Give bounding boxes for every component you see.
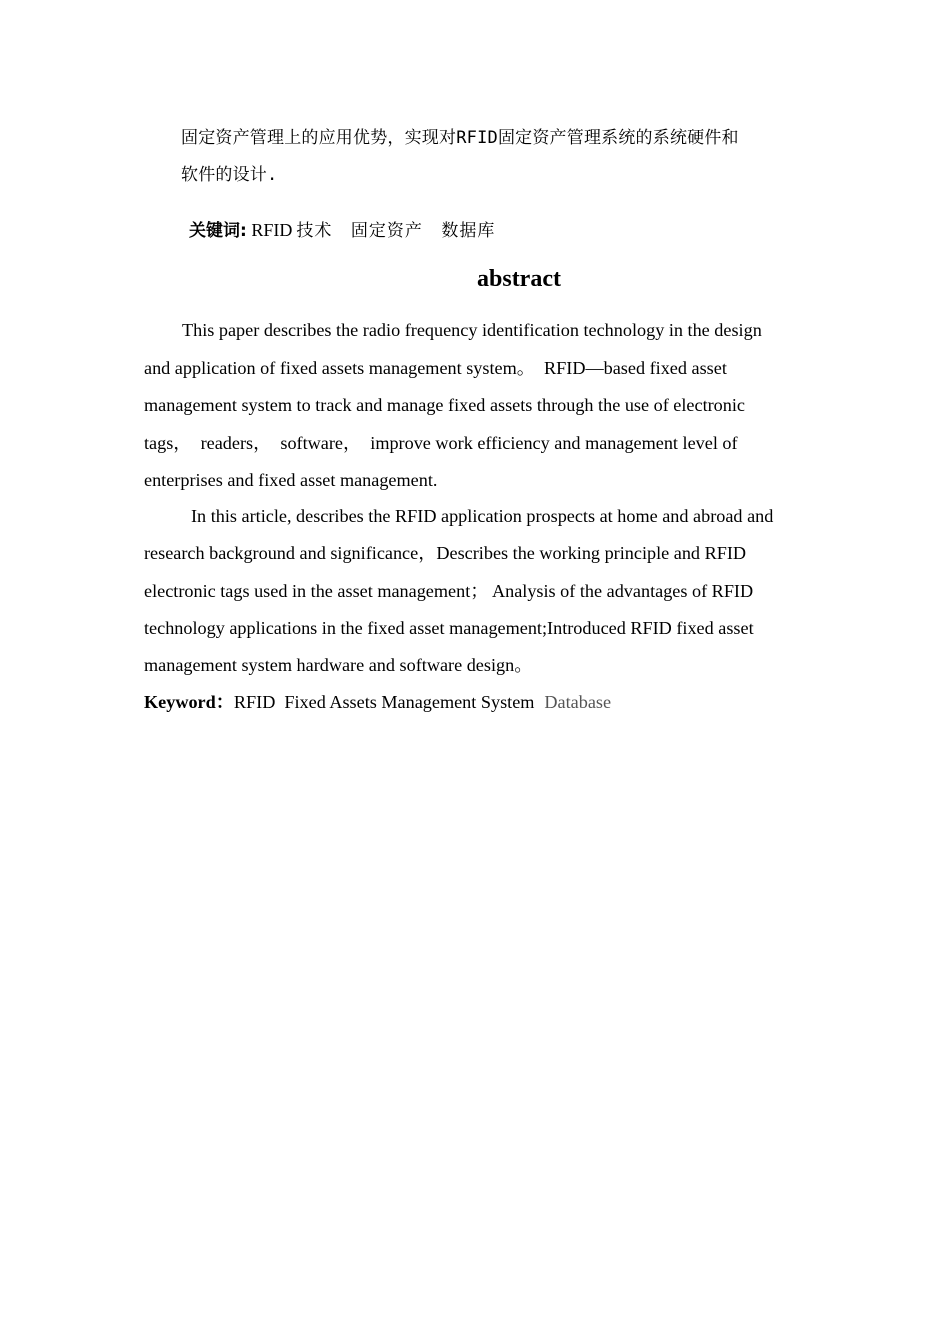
abstract-p1-line: management system to track and manage fixed assets through the use of electronic — [144, 395, 745, 415]
keywords-cn — [189, 218, 495, 243]
abstract-p2-line: In this article, describes the RFID application prospects at home and abroad and — [191, 506, 774, 526]
abstract-p1-line: enterprises and fixed asset management. — [144, 470, 438, 490]
keywords-en — [144, 690, 611, 714]
abstract-p2-line: electronic tags used in the asset management； Analysis of the advantages of RFID — [144, 581, 754, 601]
keywords-cn-term: 技术 — [296, 221, 333, 241]
keywords-en-term: RFID — [233, 692, 276, 712]
keywords-cn-label: 关键词: — [189, 221, 247, 241]
keywords-cn-term: 固定资产 — [350, 221, 423, 241]
keywords-en-term: Fixed Assets Management System — [284, 692, 535, 712]
keywords-cn-term: 数据库 — [441, 221, 496, 241]
abstract-p1-line: and application of fixed assets management system。 RFID—based fixed asset — [144, 358, 727, 378]
keywords-en-label: Keyword： — [144, 692, 234, 712]
intro-cn-line-2: 软件的设计. — [181, 165, 278, 185]
abstract-p1-line: This paper describes the radio frequency identification technology in the design — [182, 320, 762, 340]
abstract-heading: abstract — [477, 266, 561, 292]
keywords-en-term: Database — [544, 692, 612, 712]
abstract-p2-line: management system hardware and software design。 — [144, 655, 533, 675]
abstract-p2-line: research background and significance，Describes the working principle and RFID — [144, 543, 747, 563]
abstract-p2-line: technology applications in the fixed asset management;Introduced RFID fixed asset — [144, 618, 754, 638]
keywords-cn-term: RFID — [251, 220, 293, 240]
abstract-p1-line: tags， readers， software， improve work efficiency and management level of — [144, 433, 738, 453]
intro-cn-line-1: 固定资产管理上的应用优势，实现对RFID固定资产管理系统的系统硬件和 — [181, 128, 739, 148]
